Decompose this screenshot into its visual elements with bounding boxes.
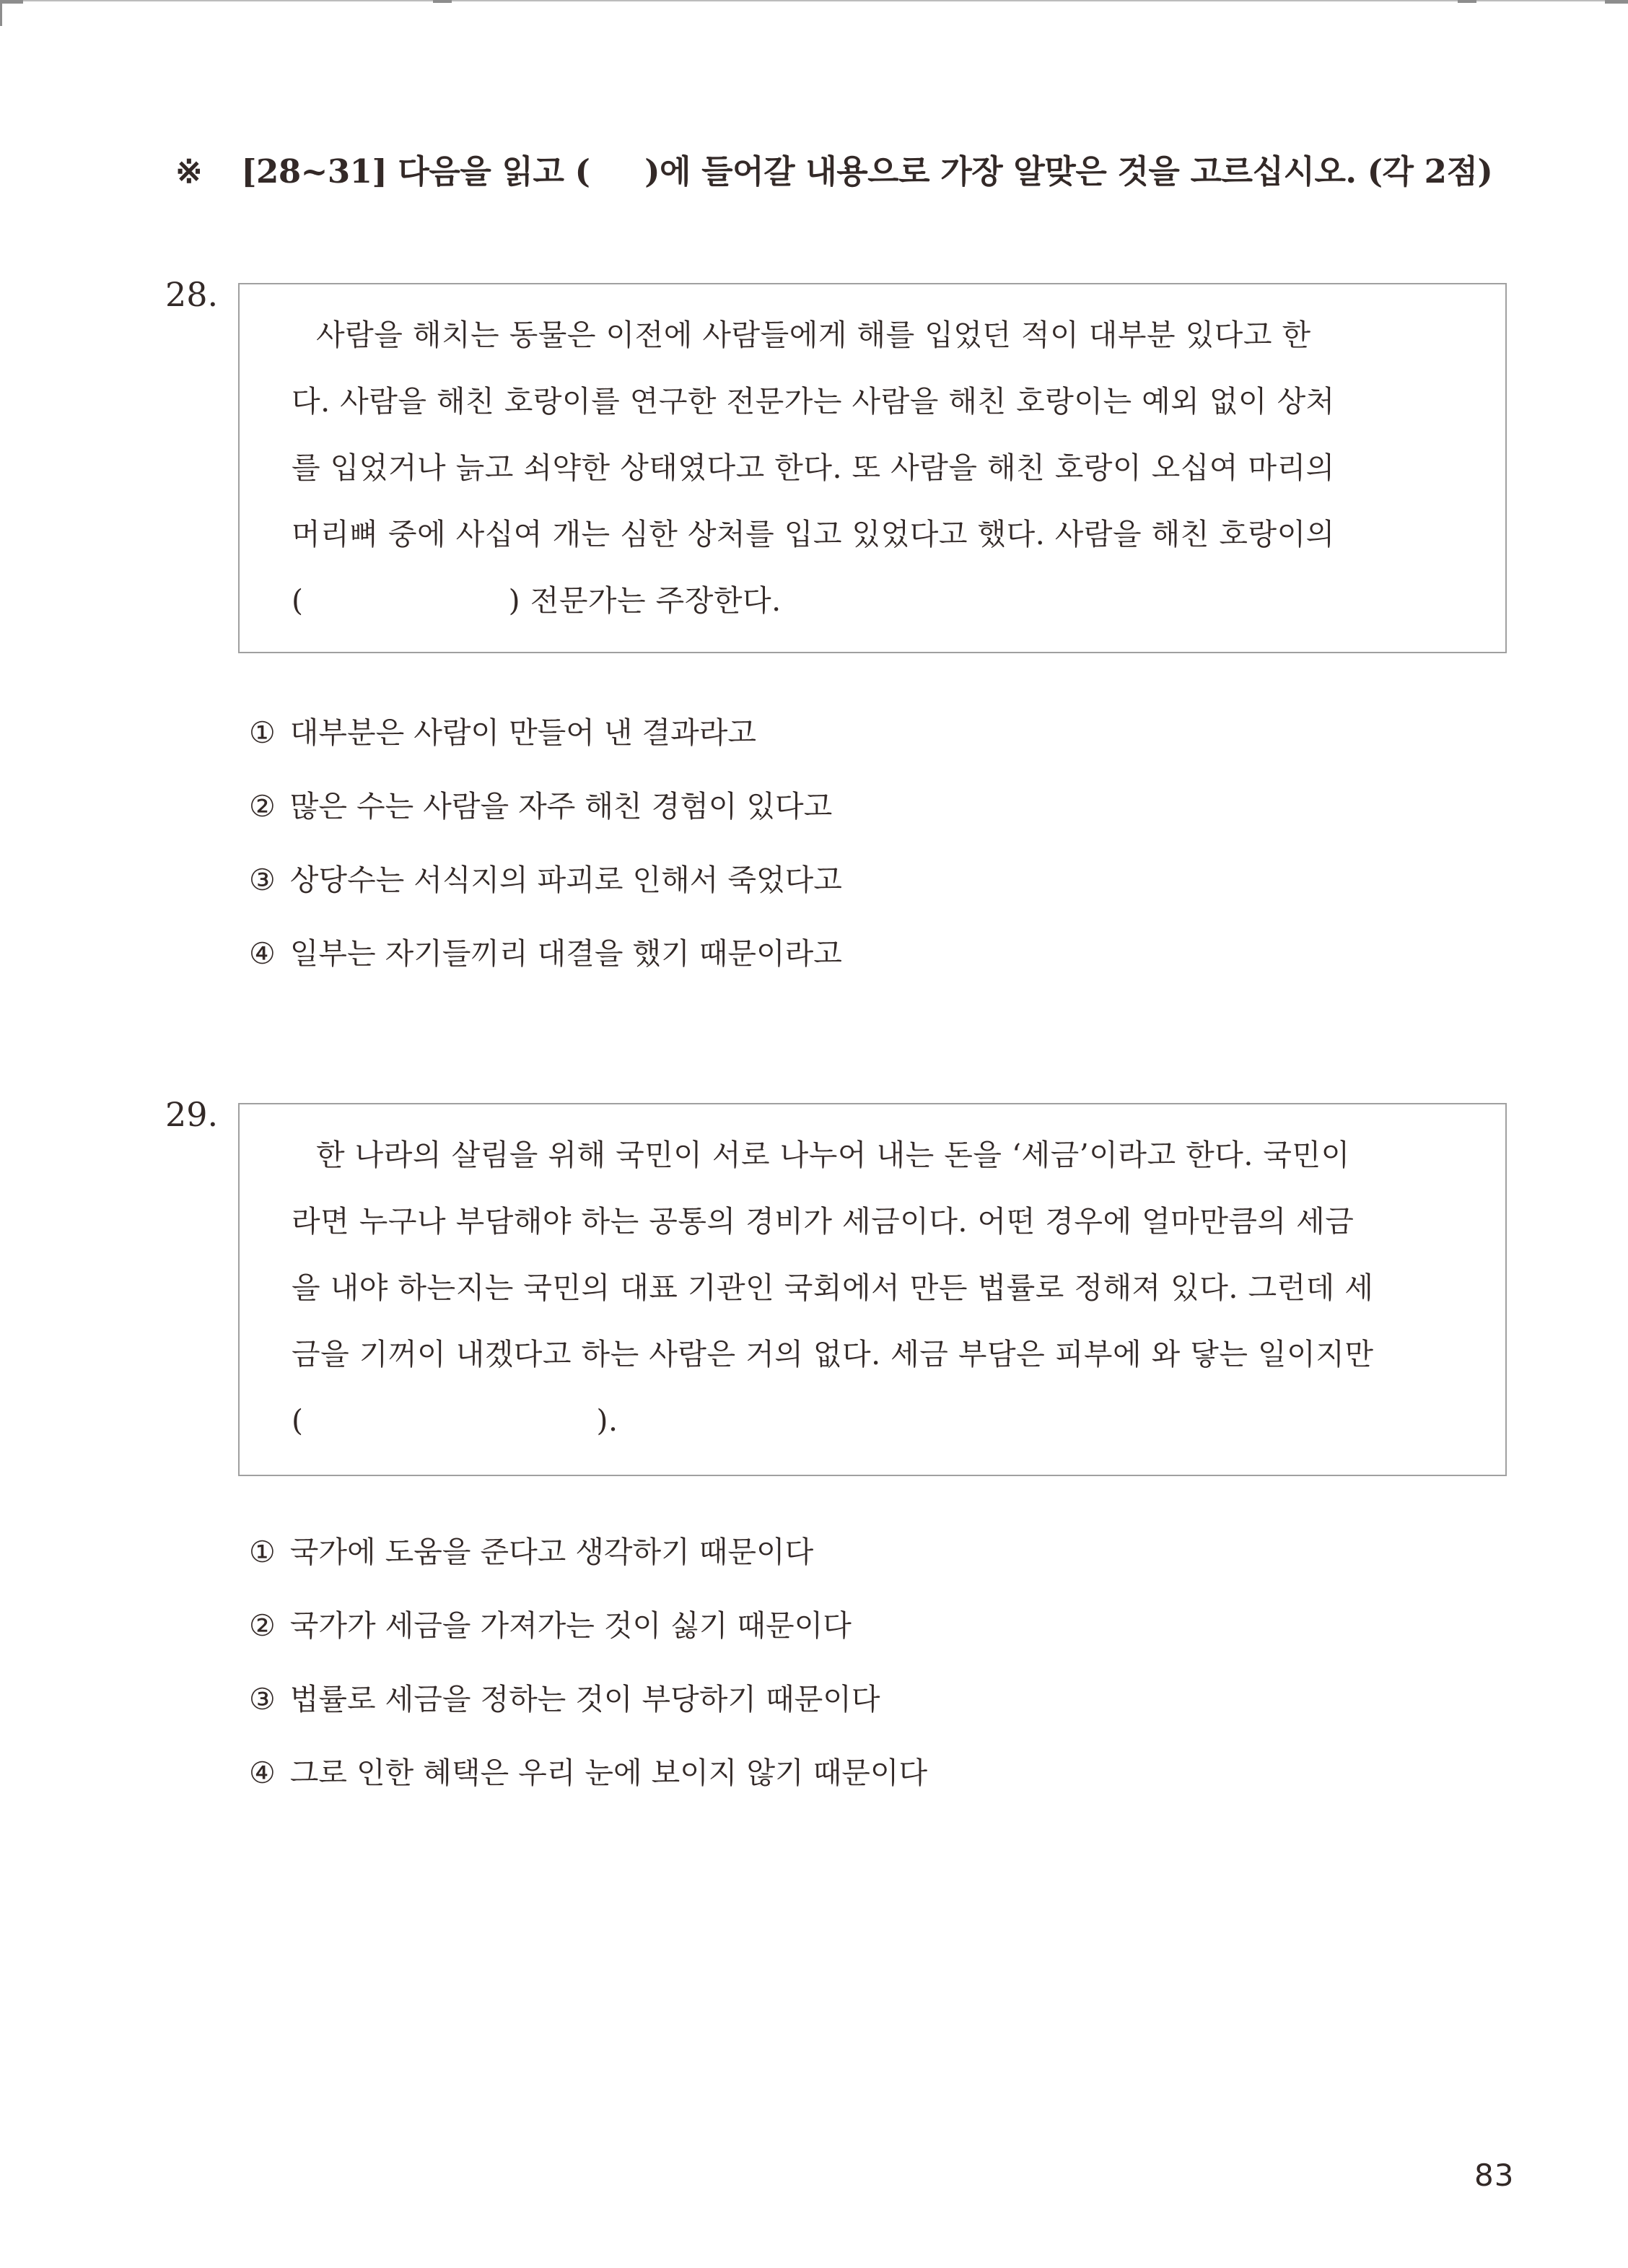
passage-line: 한 나라의 살림을 위해 국민이 서로 나누어 내는 돈을 ‘세금’이라고 한다. 국민이 [316, 1138, 1350, 1172]
choice-text: 그로 인한 혜택은 우리 눈에 보이지 않기 때문이다 [289, 1755, 928, 1790]
choice-marker: ④ [249, 1755, 276, 1790]
choice-marker: ① [249, 715, 276, 750]
choice-marker: ③ [249, 863, 276, 897]
choice-marker: ④ [249, 936, 276, 971]
choice-option [249, 696, 842, 769]
choice-list [249, 696, 842, 990]
choice-marker: ③ [249, 1682, 276, 1717]
passage-line: 사람을 해치는 동물은 이전에 사람들에게 해를 입었던 적이 대부분 있다고 한 [316, 318, 1311, 352]
choice-text: 대부분은 사람이 만들어 낸 결과라고 [289, 715, 756, 750]
passage-line: 라면 누구나 부담해야 하는 공통의 경비가 세금이다. 어떤 경우에 얼마만큼의 세금 [292, 1204, 1355, 1239]
choice-text: 국가에 도움을 준다고 생각하기 때문이다 [289, 1535, 814, 1569]
choice-option [249, 843, 842, 917]
passage-line: 금을 기꺼이 내겠다고 하는 사람은 거의 없다. 세금 부담은 피부에 와 닿는 일이지만 [292, 1337, 1374, 1371]
choice-option [249, 1589, 927, 1662]
passage-line: ( ). [292, 1403, 618, 1438]
choice-option [249, 1662, 927, 1736]
scan-edge-mark [0, 0, 1628, 1]
choice-marker: ① [249, 1535, 276, 1569]
passage-line: 다. 사람을 해친 호랑이를 연구한 전문가는 사람을 해친 호랑이는 예외 없이 상처 [292, 384, 1335, 419]
choice-text: 일부는 자기들끼리 대결을 했기 때문이라고 [289, 936, 842, 971]
passage-line: 을 내야 하는지는 국민의 대표 기관인 국회에서 만든 법률로 정해져 있다. 그런데 세 [292, 1270, 1374, 1305]
choice-text: 국가가 세금을 가져가는 것이 싫기 때문이다 [289, 1608, 852, 1643]
scan-edge-mark [433, 0, 452, 3]
instruction-text: [28~31] 다음을 읽고 ( )에 들어갈 내용으로 가장 알맞은 것을 고르십시오. (각 2점) [241, 152, 1493, 191]
choice-option [249, 1736, 927, 1810]
passage-line: 머리뼈 중에 사십여 개는 심한 상처를 입고 있었다고 했다. 사람을 해친 호랑이의 [292, 517, 1335, 551]
scan-edge-mark [0, 0, 23, 4]
choice-text: 법률로 세금을 정하는 것이 부당하기 때문이다 [289, 1682, 880, 1717]
choice-marker: ② [249, 1608, 276, 1643]
scan-edge-mark [1458, 0, 1476, 3]
passage-line: 를 입었거나 늙고 쇠약한 상태였다고 한다. 또 사람을 해친 호랑이 오십여 마리의 [292, 450, 1335, 485]
instruction-header [175, 145, 1492, 192]
passage-line: ( ) 전문가는 주장한다. [292, 583, 782, 618]
choice-text: 상당수는 서식지의 파괴로 인해서 죽었다고 [289, 863, 842, 897]
question-number: 29. [165, 1095, 219, 1134]
question-number: 28. [165, 275, 219, 314]
scan-edge-mark [0, 0, 2, 26]
scan-edge-mark [1605, 0, 1628, 4]
page-number: 83 [1474, 2158, 1515, 2193]
choice-option [249, 1515, 927, 1589]
choice-text: 많은 수는 사람을 자주 해친 경험이 있다고 [289, 789, 833, 824]
passage-box [238, 283, 1507, 653]
choice-option [249, 769, 842, 843]
choice-option [249, 917, 842, 990]
reference-mark: ※ [175, 152, 203, 191]
passage-box [238, 1103, 1507, 1476]
choice-list [249, 1515, 927, 1810]
choice-marker: ② [249, 789, 276, 824]
